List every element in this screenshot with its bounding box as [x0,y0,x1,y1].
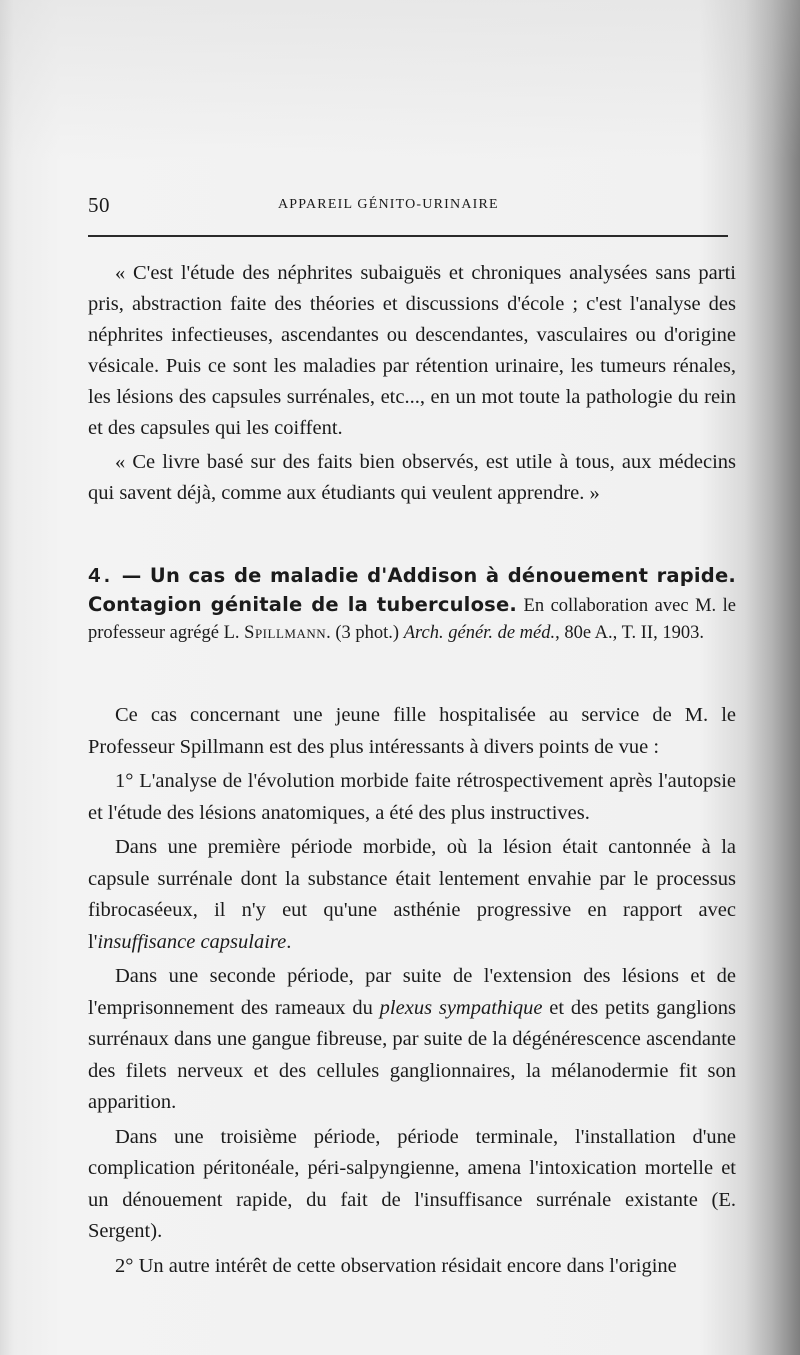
section-volume: , 80e A., T. II, 1903. [555,623,704,643]
section-heading [88,562,736,647]
body-paragraph-3-end: . [286,930,292,953]
section-dash: — [113,564,150,587]
section-collaboration: En collaboration avec M. le professeur agrégé L. [88,596,737,643]
section-title: Un cas de maladie d'Addison à dénouement rapide. Contagion génitale de la tuberculose. [88,564,736,616]
section-photos: . (3 phot.) [326,623,404,643]
body-paragraph-1: Ce cas concernant une jeune fille hospitalisée au service de M. le Professeur Spillmann est des plus intéressants à divers points de vue : [88,704,736,758]
quote-paragraph-2: « Ce livre basé sur des faits bien observés, est utile à tous, aux médecins qui savent déjà, comme aux étudiants qui veulent apprendre. » [88,451,736,504]
body-paragraph-5: Dans une troisième période, période terminale, l'installation d'une complication péritonéale, péri-salpyngienne, amena l'intoxication mortelle et un dénouement rapide, du fait de l'insuffisance surrénale existante (E. Sergent). [88,1125,736,1242]
body-paragraph-4 [88,961,736,1119]
section-number: 4. [88,566,114,589]
page-number: 50 [88,193,110,217]
body-paragraph-4-text: Dans une seconde période, par suite de l'extension des lésions et de l'emprisonnement des rameaux du [88,965,736,1019]
body-paragraph-4-italic: plexus sympathique [379,996,543,1019]
section-journal: Arch. génér. de méd. [403,623,556,643]
header-rule [88,235,728,237]
body-paragraph-2: 1° L'analyse de l'évolution morbide faite rétrospectivement après l'autopsie et l'étude des lésions anatomiques, a été des plus instructives. [88,770,736,824]
section-author: Spillmann [244,623,327,643]
body-paragraph-4-end: et des petits ganglions surrénaux dans une gangue fibreuse, par suite de la dégénérescence ascendante des filets nerveux et des cellules ganglionnaires, la mélanodermie fit son apparition. [88,996,736,1113]
body-paragraph-3-italic: insuffisance capsulaire [97,930,287,953]
body-paragraph-3-text: Dans une première période morbide, où la lésion était cantonnée à la capsule surrénale dont la substance était lentement envahie par le processus fibrocaséeux, il n'y eut qu'une asthénie progressive en rapport avec l' [88,836,736,953]
running-head: APPAREIL GÉNITO-URINAIRE [278,197,499,212]
quote-paragraph-1: « C'est l'étude des néphrites subaiguës et chroniques analysées sans parti pris, abstraction faite des théories et discussions d'école ; c'est l'analyse des néphrites infectieuses, ascendantes ou descendantes, vasculaires ou d'origine vésicale. Puis ce sont les maladies par rétention urinaire, les tumeurs rénales, les lésions des capsules surrénales, etc..., en un mot toute la pathologie du rein et des capsules qui les coiffent. [88,262,736,439]
page-header [88,193,734,221]
body-paragraph-6: 2° Un autre intérêt de cette observation résidait encore dans l'origine [115,1254,677,1277]
quote-block [88,258,736,509]
page-shading [0,0,800,160]
body-paragraph-3 [88,832,736,958]
body-text [88,700,736,1282]
